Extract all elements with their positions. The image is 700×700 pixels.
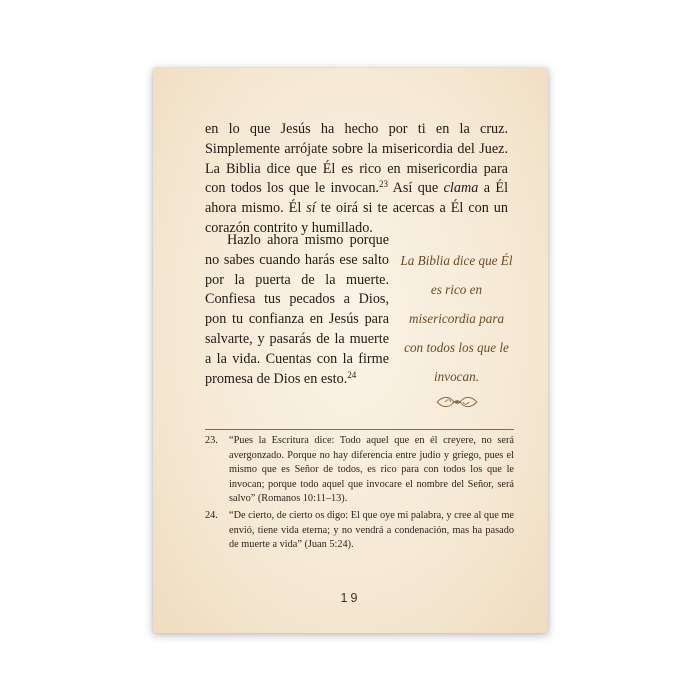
paragraph-1-text-f: te oirá si te acercas a Él con un corazón contrito y humillado. xyxy=(205,200,508,236)
paragraph-1-text-a: en lo que Jesús ha hecho por ti en la cruz. Simplemente arrójate sobre la misericordia del Juez. La Biblia dice que Él es rico en misericordia para con todos los que le invocan. xyxy=(205,121,508,197)
paragraph-1 xyxy=(205,120,508,239)
paragraph-1-text-d: a Él ahora mismo. Él xyxy=(205,180,509,217)
pull-quote: La Biblia dice que Él es rico en misericordia para con todos los que le invocan. xyxy=(400,253,513,384)
footnote-ref-23: 23 xyxy=(378,179,388,190)
footnote-text: “De cierto, de cierto os digo: El que oye mi palabra, y cree al que me envió, tiene vida eterna; y no vendrá a condenación, mas ha pasado de muerte a vida” (Juan 5:24). xyxy=(229,509,514,551)
page-number: 19 xyxy=(340,591,361,605)
paragraph-1-text-b: Así que xyxy=(387,180,444,197)
paragraph-1-italic-si: sí xyxy=(306,200,316,217)
flourish-ornament-icon xyxy=(433,394,481,410)
footnote-text: “Pues la Escritura dice: Todo aquel que en él creyere, no será avergonzado. Porque no hay diferencia entre judío y griego, pues el mismo que es Señor de todos, es rico para con todos los que le invocan; porque todo aquel que invocare el nombre del Señor, será salvo” (Romanos 10:11–13). xyxy=(229,435,514,505)
footnote-divider xyxy=(205,429,514,430)
footnotes xyxy=(205,434,514,555)
footnote-23 xyxy=(205,434,514,507)
paragraph-2-text: Hazlo ahora mismo porque no sabes cuando harás ese salto por la puerta de la muerte. Confiesa tus pecados a Dios, pon tu confianza en Jesús para salvarte, y pasarás de la muerte a la vida. Cuentas con la firme promesa de Dios en esto. xyxy=(205,232,389,387)
footnote-number: 23. xyxy=(205,435,218,446)
footnote-ref-24: 24 xyxy=(347,369,357,380)
footnote-24 xyxy=(205,509,514,553)
footnote-number: 24. xyxy=(205,509,218,521)
book-page xyxy=(153,68,548,633)
paragraph-1-italic-clama: clama xyxy=(443,180,479,197)
paragraph-2 xyxy=(205,231,389,389)
